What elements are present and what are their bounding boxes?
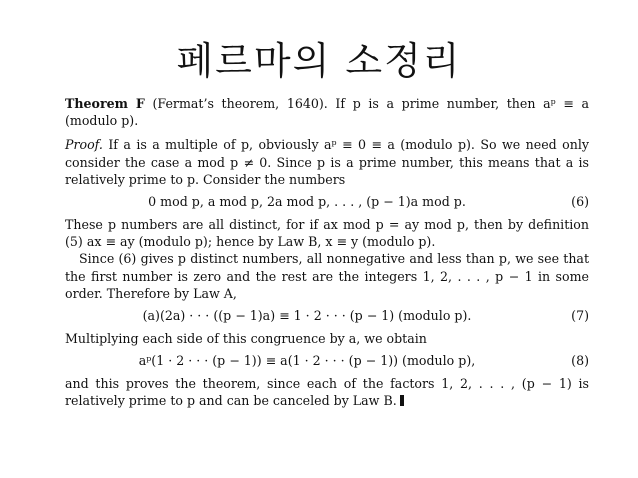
equation-6-body: 0 mod p, a mod p, 2a mod p, . . . , (p − 1)a mod p.	[148, 194, 466, 210]
equation-8	[65, 350, 589, 372]
equation-7-body: (a)(2a) · · · ((p − 1)a) ≡ 1 · 2 · · · (p − 1) (modulo p).	[142, 308, 472, 324]
proof-text: If a is a multiple of p, obviously aᵖ ≡ 0 ≡ a (modulo p). So we need only consider the case a mod p ≠ 0. Since p is a prime number, this means that a is relatively prime to p. Consider the numbers	[65, 137, 589, 187]
theorem-text: (Fermat’s theorem, 1640). If p is a prime number, then aᵖ ≡ a (modulo p).	[65, 96, 589, 129]
theorem-statement	[65, 95, 589, 129]
qed-mark	[400, 395, 404, 406]
equation-6	[65, 191, 589, 213]
slide-title: 페르마의 소정리	[176, 39, 462, 83]
multiply-paragraph: Multiplying each side of this congruence by a, we obtain	[65, 331, 427, 347]
equation-7	[65, 305, 589, 327]
proof-paragraph	[65, 136, 589, 188]
proof-heading: Proof.	[65, 137, 103, 153]
conclusion-text: and this proves the theorem, since each of the factors 1, 2, . . . , (p − 1) is relatively prime to p and can be canceled by Law B.	[65, 376, 589, 409]
distinct-paragraph: These p numbers are all distinct, for if ax mod p = ay mod p, then by definition (5) ax ≡ ay (modulo p); hence by Law B, x ≡ y (modulo p).	[65, 217, 589, 250]
order-paragraph: Since (6) gives p distinct numbers, all nonnegative and less than p, we see that the first number is zero and the rest are the integers 1, 2, . . . , p − 1 in some order. Therefore by Law A,	[65, 251, 589, 301]
equation-8-number: (8)	[571, 353, 589, 369]
equation-7-number: (7)	[571, 308, 589, 324]
equation-6-number: (6)	[571, 194, 589, 210]
conclusion-paragraph	[65, 375, 589, 409]
theorem-heading: Theorem F	[65, 96, 145, 111]
equation-8-body: aᵖ(1 · 2 · · · (p − 1)) ≡ a(1 · 2 · · · (p − 1)) (modulo p),	[138, 353, 476, 369]
document-excerpt	[65, 95, 589, 410]
